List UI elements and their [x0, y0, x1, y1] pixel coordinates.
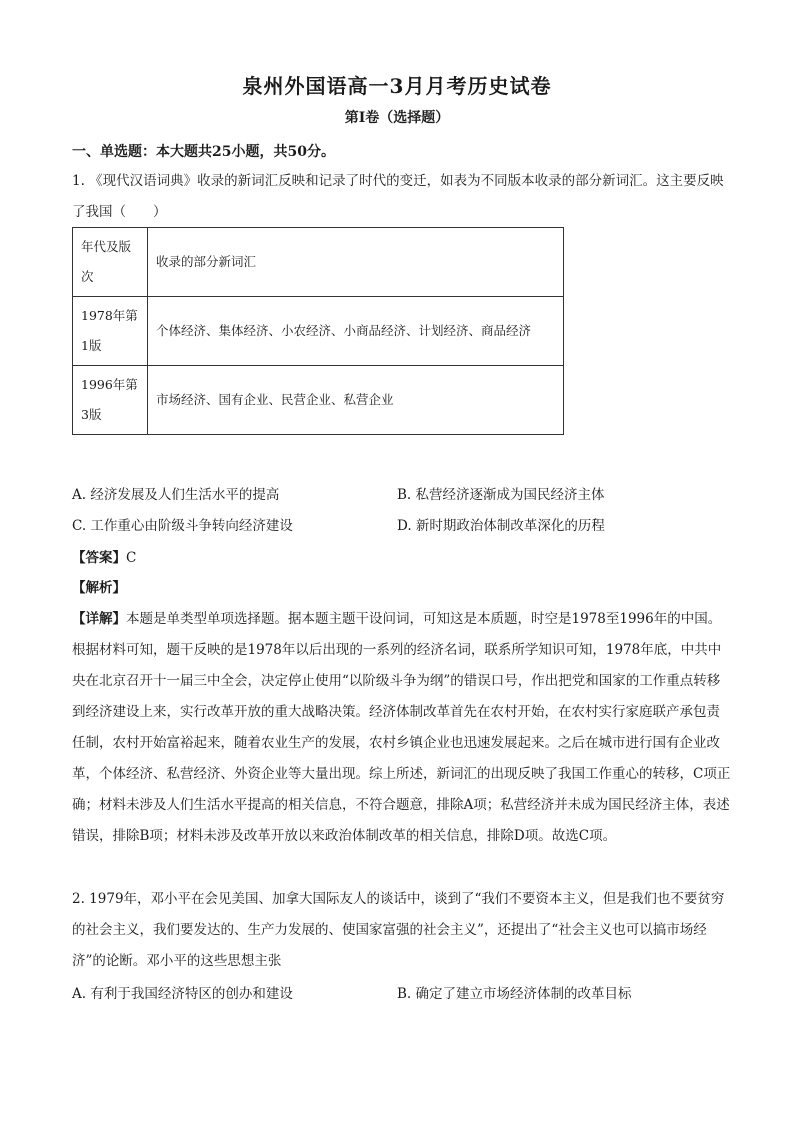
answer-value: C	[126, 550, 137, 566]
question-1-stem: 1. 《现代汉语词典》收录的新词汇反映和记录了时代的变迁，如表为不同版本收录的部分新词汇。这主要反映了我国（ ）	[72, 173, 724, 220]
question-2-option-a: A. 有利于我国经济特区的创办和建设	[72, 986, 293, 1002]
table-cell: 市场经济、国有企业、民营企业、私营企业	[148, 366, 564, 435]
answer-line	[72, 547, 136, 569]
question-1-option-a: A. 经济发展及人们生活水平的提高	[72, 487, 280, 503]
detail-paragraph	[72, 604, 732, 852]
detail-text: 本题是单类型单项选择题。据本题主题干设问词，可知这是本质题，时空是1978至1996年的中国。根据材料可知，题干反映的是1978年以后出现的一系列的经济名词，联系所学知识可知，1978年底，中共中央在北京召开十一届三中全会，决定停止使用“以阶级斗争为纲”的错误口号，作出把党和国家的工作重点转移到经济建设上来，实行改革开放的重大战略决策。经济体制改革首先在农村开始，在农村实行家庭联产承包责任制，农村开始富裕起来，随着农业生产的发展，农村乡镇企业也迅速发展起来。之后在城市进行国有企业改革，个体经济、私营经济、外资企业等大量出现。综上所述，新词汇的出现反映了我国工作重心的转移，C项正确；材料未涉及人们生活水平提高的相关信息，不符合题意，排除A项；私营经济并未成为国民经济主体，表述错误，排除B项；材料未涉及改革开放以来政治体制改革的相关信息，排除D项。故选C项。	[72, 611, 731, 844]
answer-label: 【答案】	[72, 550, 126, 566]
table-row	[73, 366, 564, 435]
vocabulary-table	[72, 227, 564, 435]
table-header-cell: 收录的部分新词汇	[148, 228, 564, 297]
table-cell: 1996年第3版	[73, 366, 148, 435]
paper-subtitle: 第Ⅰ卷（选择题）	[344, 110, 450, 126]
table-header-row	[73, 228, 564, 297]
table-cell: 个体经济、集体经济、小农经济、小商品经济、计划经济、商品经济	[148, 297, 564, 366]
question-1-option-d: D. 新时期政治体制改革深化的历程	[397, 518, 605, 534]
detail-label: 【详解】	[72, 611, 126, 627]
exam-title: 泉州外国语高一3月月考历史试卷	[242, 74, 552, 98]
table-cell: 1978年第1版	[73, 297, 148, 366]
question-1-option-b: B. 私营经济逐渐成为国民经济主体	[397, 487, 605, 503]
analysis-label: 【解析】	[72, 580, 126, 596]
table-row	[73, 297, 564, 366]
table-header-cell: 年代及版次	[73, 228, 148, 297]
question-2-stem: 2. 1979年，邓小平在会见美国、加拿大国际友人的谈话中，谈到了“我们不要资本主义，但是我们也不要贫穷的社会主义，我们要发达的、生产力发展的、使国家富强的社会主义”，还提出了“社会主义也可以搞市场经济”的论断。邓小平的这些思想主张	[72, 891, 725, 969]
question-2-option-b: B. 确定了建立市场经济体制的改革目标	[397, 986, 632, 1002]
question-1-option-c: C. 工作重心由阶级斗争转向经济建设	[72, 518, 293, 534]
section-heading: 一、单选题：本大题共25小题，共50分。	[72, 144, 335, 160]
